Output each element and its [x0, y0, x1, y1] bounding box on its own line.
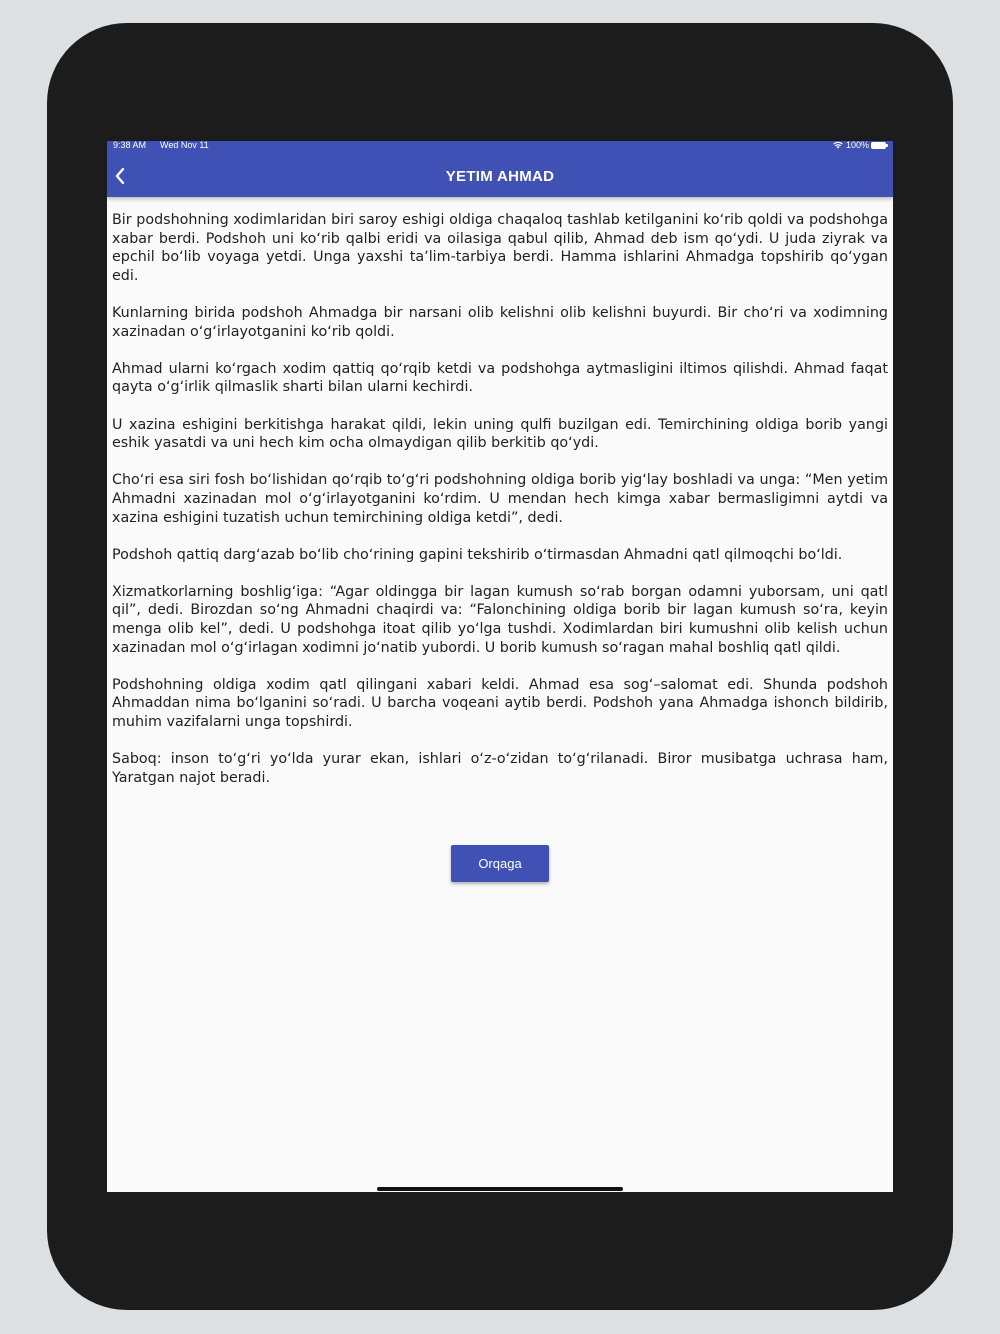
story-paragraph: Bir podshohning xodimlaridan biri saroy eshigi oldiga chaqaloq tashlab ketilganini koʻrib qoldi va podshohga xabar berdi. Podshoh uni koʻrib qalbi eridi va oilasiga qabul qilib, Ahmad deb ism qoʻydi. U juda ziyrak va epchil boʻlib voyaga yetdi. Unga yaxshi taʼlim-tarbiya berdi. Hamma ishlarini Ahmadga topshirib qoʻygan edi. — [112, 212, 888, 284]
story-paragraph: Choʻri esa siri fosh boʻlishidan qoʻrqib toʻgʻri podshohning oldiga borib yigʻlay boshladi va unga: “Men yetim Ahmadni xazinadan mol oʻgʻirlayotganini koʻrdim. U mendan hech kimga xabar bermasligimni aytdi va xazina eshigini tuzatish uchun temirchining oldiga ketdi”, dedi. — [112, 472, 888, 526]
story-paragraph: Xizmatkorlarning boshligʻiga: “Agar oldingga bir lagan kumush soʻrab borgan odamni yuborsam, uni qatl qil”, dedi. Birozdan soʻng Ahmadni chaqirdi va: “Falonchining oldiga borib bir lagan kumush soʻra, keyin menga olib kel”, dedi. U podshohga itoat qilib yoʻlga tushdi. Xodimlardan biri kumushni olib kelish uchun xazinadan mol oʻgʻirlagan xodimni joʻnatib yubordi. U borib kumush soʻragan mahal boshliq qatl qildi. — [112, 583, 888, 656]
story-paragraph: Podshoh qattiq dargʻazab boʻlib choʻrining gapini tekshirib oʻtirmasdan Ahmadni qatl qilmoqchi boʻldi. — [112, 546, 843, 563]
story-paragraph: U xazina eshigini berkitishga harakat qildi, lekin uning qulfi buzilgan edi. Temirchining oldiga borib yangi eshik yasatdi va uni hech kim ocha olmaydigan qilib berkitib qoʻydi. — [112, 416, 888, 452]
app-bar — [107, 141, 893, 197]
story-paragraph: Kunlarning birida podshoh Ahmadga bir narsani olib kelishni olib kelishni buyurdi. Bir choʻri va xodimning xazinadan oʻgʻirlayotganini koʻrib qoldi. — [112, 304, 888, 340]
story-paragraph: Saboq: inson toʻgʻri yoʻlda yurar ekan, ishlari oʻz-oʻzidan toʻgʻrilanadi. Biror musibatga uchrasa ham, Yaratgan najot beradi. — [112, 751, 888, 786]
story-paragraph: Podshohning oldiga xodim qatl qilingani xabari keldi. Ahmad esa sogʻ–salomat edi. Shunda podshoh Ahmaddan nima boʻlganini soʻradi. U barcha voqeani aytib berdi. Podshoh yana Ahmadga ishonch bildirib, muhim vazifalarni unga topshirdi. — [112, 676, 888, 731]
story-paragraph: Ahmad ularni koʻrgach xodim qattiq qoʻrqib ketdi va podshohga aytmasligini iltimos qilishdi. Ahmad faqat qayta oʻgʻirlik qilmaslik sharti bilan ularni kechirdi. — [112, 360, 888, 396]
status-bar — [107, 141, 893, 159]
page-title: YETIM AHMAD — [445, 168, 555, 185]
battery-icon — [871, 142, 889, 149]
status-time: 9:38 AM — [113, 141, 147, 150]
status-date: Wed Nov 11 — [160, 141, 209, 150]
app-screen — [107, 141, 893, 1192]
status-indicators — [832, 141, 889, 149]
home-indicator[interactable] — [377, 1187, 623, 1191]
orqaga-button[interactable]: Orqaga — [451, 845, 549, 882]
story-text — [112, 211, 888, 806]
battery-percent: 100% — [845, 141, 869, 150]
wifi-icon — [832, 141, 844, 149]
